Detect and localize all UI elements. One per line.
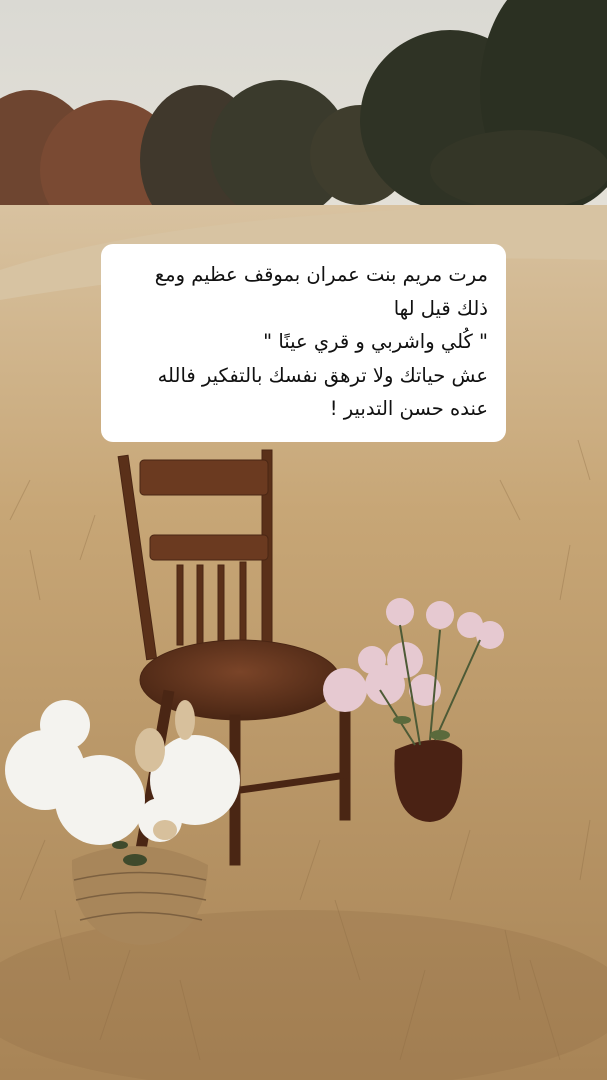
quote-line-3: " كُلي واشربي و قري عينًا " xyxy=(263,330,488,353)
quote-line-5: عنده حسن التدبير ! xyxy=(329,397,488,420)
quote-line-1: مرت مريم بنت عمران بموقف عظيم ومع xyxy=(154,263,488,286)
quote-line-2: ذلك قيل لها xyxy=(393,296,488,320)
quote-card xyxy=(101,244,506,442)
quote-line-4: عش حياتك ولا ترهق نفسك بالتفكير فالله xyxy=(157,363,488,387)
